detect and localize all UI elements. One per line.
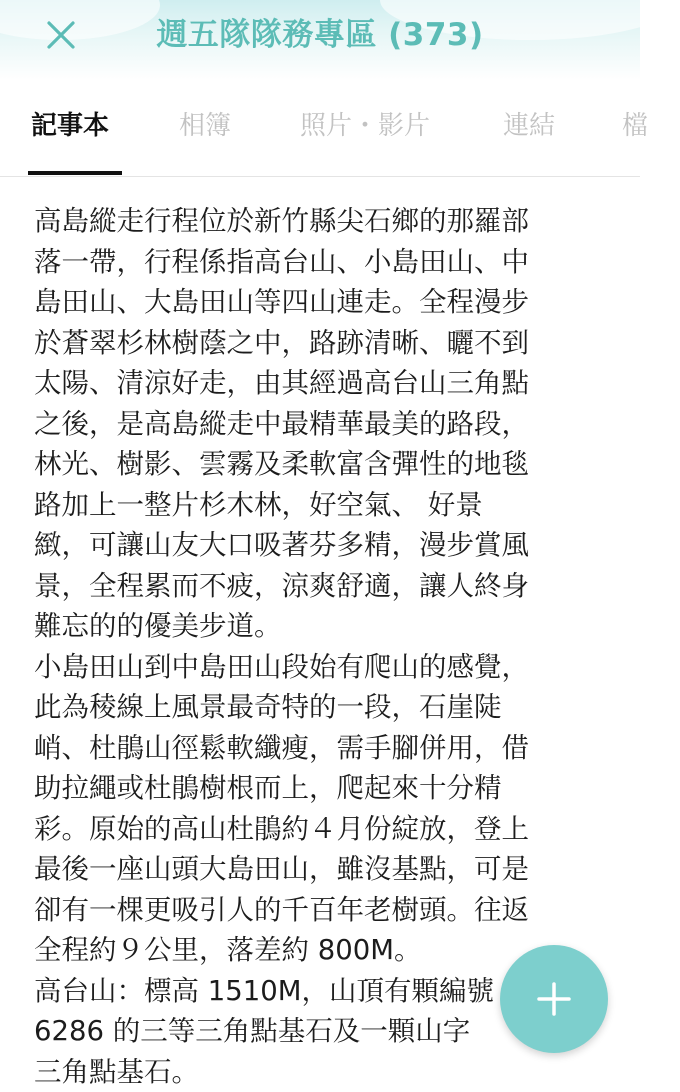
active-tab-indicator	[28, 171, 122, 175]
tab-files[interactable]: 檔	[622, 108, 648, 144]
tab-albums[interactable]: 相簿	[179, 108, 231, 144]
note-paragraph: 高島縱走行程位於新竹縣尖石鄉的那羅部 落一帶，行程係指高台山、小島田山、中 島田山、大島田山等四山連走。全程漫步 於蒼翠杉林樹蔭之中，路跡清晰、曬不到 太陽、清涼好走，由其經過高台山三角點 之後，是高島縱走中最精華最美的路段， 林光、樹影、雲霧及柔軟富含彈性的地毯 路加上一整片杉木林，好空氣、 好景 緻，可讓山友大口吸著芬多精，漫步賞風 景，全程累而不疲，涼爽舒適，讓人終身 難忘的的優美步道。	[34, 201, 590, 647]
note-paragraph: 高台山：標高 1510M，山頂有顆編號 6286 的三等三角點基石及一顆山字 三角點基石。	[34, 971, 590, 1092]
header-bar	[0, 0, 640, 80]
tab-photos-videos[interactable]: 照片・影片	[300, 108, 430, 144]
plus-icon	[534, 979, 574, 1019]
note-paragraph: 小島田山到中島田山段始有爬山的感覺， 此為稜線上風景最奇特的一段，石崖陡 峭、杜鵑山徑鬆軟纖瘦，需手腳併用，借 助拉繩或杜鵑樹根而上，爬起來十分精 彩。原始的高山杜鵑約４月份綻放，登上 最後一座山頭大島田山，雖沒基點，可是 卻有一棵更吸引人的千百年老樹頭。往返 全程約９公里，落差約 800M。	[34, 647, 590, 971]
tab-links[interactable]: 連結	[503, 108, 555, 144]
tab-notes[interactable]: 記事本	[31, 108, 109, 144]
tab-bar	[0, 80, 640, 177]
page-title: 週五隊隊務專區 (373)	[0, 14, 640, 56]
note-content	[34, 201, 590, 1092]
add-button[interactable]	[500, 945, 608, 1053]
